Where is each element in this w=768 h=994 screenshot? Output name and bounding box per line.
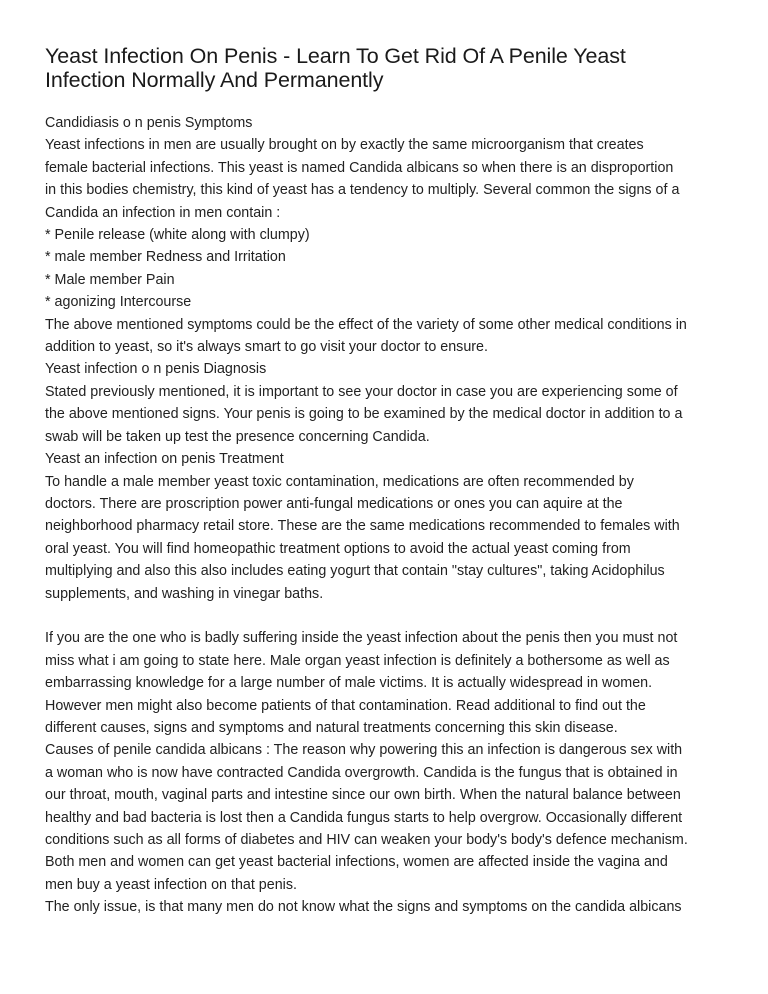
body-line: Yeast an infection on penis Treatment [45,451,284,468]
body-line: supplements, and washing in vinegar baths. [45,585,324,602]
title-line: Yeast Infection On Penis - Learn To Get Rid Of A Penile Yeast [45,44,626,68]
body-line: Yeast infection o n penis Diagnosis [45,361,267,378]
body-line: miss what i am going to state here. Male organ yeast infection is definitely a bothersome as well as [45,652,670,669]
body-line: multiplying and also this also includes eating yogurt that contain "stay cultures", taking Acidophilus [45,563,665,580]
body-line: our throat, mouth, vaginal parts and intestine since our own birth. When the natural balance between [45,787,681,804]
body-line: neighborhood pharmacy retail store. These are the same medications recommended to females with [45,518,680,535]
body-line: in this bodies chemistry, this kind of yeast has a tendency to multiply. Several common the signs of a [45,182,680,199]
body-line: Yeast infections in men are usually brought on by exactly the same microorganism that creates [45,137,644,154]
document-body [45,112,735,919]
body-line: swab will be taken up test the presence concerning Candida. [45,428,430,445]
title-line: Infection Normally And Permanently [45,68,384,92]
body-line: men buy a yeast infection on that penis. [45,876,297,893]
body-line: doctors. There are proscription power anti-fungal medications or ones you can aquire at the [45,495,623,512]
body-line: healthy and bad bacteria is lost then a Candida fungus starts to help overgrow. Occasionally different [45,809,683,826]
body-line: The only issue, is that many men do not know what the signs and symptoms on the candida albicans [45,899,682,916]
body-line: The above mentioned symptoms could be the effect of the variety of some other medical conditions in [45,316,687,333]
paragraph-break [45,605,735,627]
body-line: * male member Redness and Irritation [45,249,286,266]
body-line: female bacterial infections. This yeast is named Candida albicans so when there is an disproportion [45,159,674,176]
body-line: * agonizing Intercourse [45,294,192,311]
body-line: addition to yeast, so it's always smart to go visit your doctor to ensure. [45,339,488,356]
body-line: different causes, signs and symptoms and natural treatments concerning this skin disease. [45,719,618,736]
document-title [45,44,735,92]
body-line: If you are the one who is badly suffering inside the yeast infection about the penis then you must not [45,630,678,647]
body-line: the above mentioned signs. Your penis is going to be examined by the medical doctor in addition to a [45,406,683,423]
body-line: Causes of penile candida albicans : The reason why powering this an infection is dangerous sex with [45,742,683,759]
body-line: oral yeast. You will find homeopathic treatment options to avoid the actual yeast coming from [45,540,631,557]
body-line: Candida an infection in men contain : [45,204,281,221]
body-line: * Penile release (white along with clumpy) [45,227,310,244]
body-line: a woman who is now have contracted Candida overgrowth. Candida is the fungus that is obtained in [45,764,678,781]
body-line: To handle a male member yeast toxic contamination, medications are often recommended by [45,473,634,490]
body-line: However men might also become patients of that contamination. Read additional to find out the [45,697,646,714]
document-page [45,44,735,919]
body-line: Candidiasis o n penis Symptoms [45,115,253,131]
body-line: Stated previously mentioned, it is important to see your doctor in case you are experiencing some of [45,383,678,400]
body-line: Both men and women can get yeast bacterial infections, women are affected inside the vagina and [45,854,668,871]
body-line: embarrassing knowledge for a large number of male victims. It is actually widespread in women. [45,675,653,692]
body-line: conditions such as all forms of diabetes and HIV can weaken your body's body's defence mechanism. [45,831,688,848]
body-line: * Male member Pain [45,271,175,288]
